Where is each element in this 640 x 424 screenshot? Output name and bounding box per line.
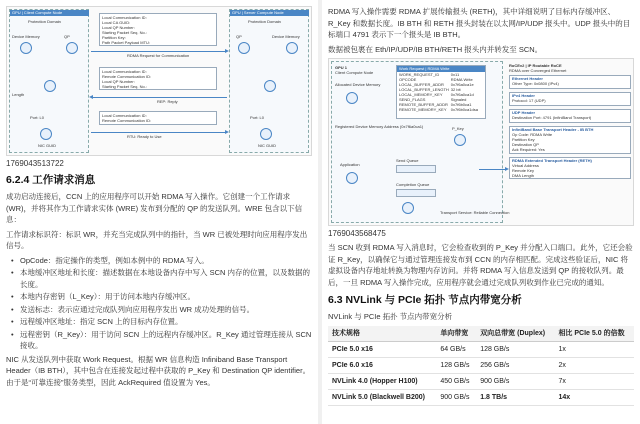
- wr-value: 0x11: [450, 72, 460, 77]
- registered-memory-label: Registered Device Memory Address (0x7f6a0ca1): [335, 124, 424, 129]
- table-header: 技术规格: [328, 326, 436, 342]
- headers-title: RoCEv2 | IP Routable RoCE: [509, 63, 562, 68]
- req-info-box: [99, 13, 217, 46]
- list-item: • 本地缓冲区地址和长度：描述数据在本地设备内存中写入 SCN 内存的位置，以及数据的长度。: [6, 267, 312, 290]
- completion-queue-label: Completion Queue: [396, 182, 430, 187]
- wr-field: OPCODE: [399, 77, 417, 82]
- nic-node: [40, 128, 52, 140]
- port-label-server: Port: L0: [250, 115, 265, 120]
- paragraph: 数据被包裹在 Eth/IP/UDP/IB BTH/RETH 报头内并转发至 SCN。: [328, 44, 543, 54]
- info-row: Local Communication ID:: [102, 113, 147, 118]
- table-cell: 1x: [554, 341, 634, 357]
- figure-id: 1769043568475: [328, 229, 386, 238]
- reth-header-box: [509, 157, 631, 179]
- paragraph: 工作请求标识符：标识 WR，并充当完成队列中的指针，当 WR 已被处理时向应用程序发出信号。: [6, 229, 308, 250]
- eth-header-box: [509, 75, 631, 89]
- port-node-server: [264, 80, 276, 92]
- nic-node-2: [402, 202, 414, 214]
- table-cell: 450 GB/s: [436, 373, 476, 389]
- table-cell: 14x: [554, 389, 634, 405]
- req-arrow: [91, 51, 227, 52]
- wr-field: LOCAL_BUFFER_ADDR: [399, 82, 444, 87]
- info-row: Local Communication ID:: [102, 15, 147, 20]
- table-cell: 64 GB/s: [436, 341, 476, 357]
- wr-field: REMOTE_BUFFER_ADDR: [399, 102, 448, 107]
- udp-header-box: [509, 109, 631, 123]
- client-node-title: GPU | Client Compute Node: [10, 10, 89, 16]
- wr-value: 0x7f6a0ca1e: [450, 82, 474, 87]
- rtu-ready-label: RTU: Ready to Use: [127, 134, 162, 139]
- eth-header-title: Ethernet Header: [512, 76, 543, 81]
- wr-value: 32 bit: [450, 87, 461, 92]
- wr-field: WORK_REQUEST_ID: [399, 72, 440, 77]
- nic-node-server: [260, 128, 272, 140]
- udp-header-row: Destination Port: 4791 (InfiniBand Transport): [512, 115, 592, 120]
- table-cell: 256 GB/s: [476, 357, 554, 373]
- server-node-title: GPU | Server Compute Node: [230, 10, 309, 16]
- rep-arrow: [91, 97, 227, 98]
- device-memory-node-server: [286, 42, 298, 54]
- figure-id: 1769043513722: [6, 159, 64, 168]
- paragraph: 当 SCN 收到 RDMA 写入消息时，它会检查收到的 P_Key 并分配入口端口。此外，它还会验证 R_Key，以确保它与通过管理连接发布到 CCN 的内存相匹配。完成这些验证后，NIC 将虚拟设备内存地址转换为物理内存访问。并将 RDMA 写入信息发送到 QP 的接收队列。最后，一旦 RDMA 写入操作完成，应用程序就会通过完成队列收到作业已完成的通知。: [328, 243, 633, 287]
- info-row: Starting Packet Seq. No.:: [102, 84, 147, 89]
- wr-value: 0x7f6b0ca1dsa: [450, 107, 478, 112]
- table-cell: 2x: [554, 357, 634, 373]
- send-queue-label: Send Queue: [396, 158, 419, 163]
- gpu-title: GPU 1: [335, 65, 348, 70]
- bth-header-row: Op Code: RDMA Write: [512, 132, 553, 137]
- protection-domain-label-server: Protection Domain: [248, 19, 281, 24]
- nic-label: NIC GUID: [38, 143, 56, 148]
- wr-value: 0x7f6a0ca1d: [450, 92, 474, 97]
- eth-header-row: Other Type: 0x0800 (IPv4): [512, 81, 559, 86]
- p-key-label: P_Key: [452, 126, 464, 131]
- paragraph: RDMA 写入操作需要 RDMA 扩展传输报头 (RETH)，其中详细说明了目标内存缓冲区、R_Key 和数据长度。IB BTH 和 RETH 报头封装在以太网/IP/UDP 报头中。UDP 报头中的目标端口 4791 表示下一个报头是 IB BTH。: [328, 7, 631, 39]
- p-key-node: [454, 134, 466, 146]
- table-cell: 128 GB/s: [476, 341, 554, 357]
- wr-field: LOCAL_MEMORY_KEY: [399, 92, 443, 97]
- wr-field: REMOTE_MEMORY_KEY: [399, 107, 447, 112]
- table-header-row: [328, 326, 634, 342]
- table-row: [328, 373, 634, 389]
- reth-header-row: Virtual Address: [512, 163, 539, 168]
- client-node-box: [9, 9, 89, 153]
- table-cell: 1.8 TB/s: [476, 389, 554, 405]
- table-cell: PCIe 5.0 x16: [328, 341, 436, 357]
- reth-header-row: Remote Key: [512, 168, 535, 173]
- table-header: 单向带宽: [436, 326, 476, 342]
- info-row: Remote Communication ID:: [102, 74, 152, 79]
- bth-header-box: [509, 126, 631, 154]
- paragraph: 成功启动连接后，CCN 上的应用程序可以开始 RDMA 写入操作。它创建一个工作请求 (WR)，并将其作为工作请求实体 (WRE) 发布到分配的 QP 的发送队列。WRE 包含以下信息：: [6, 192, 303, 224]
- port-node: [44, 80, 56, 92]
- send-queue-box: [396, 165, 436, 173]
- ip-header-box: [509, 92, 631, 106]
- application-label: Application: [340, 162, 360, 167]
- protection-domain-label: Protection Domain: [28, 19, 61, 24]
- rdma-request-label: RDMA Request for Communication: [127, 53, 190, 58]
- port-label: Port: L0: [30, 115, 45, 120]
- info-row: Local Communication ID:: [102, 69, 147, 74]
- list-item: • 远程缓冲区地址：指定 SCN 上的目标内存位置。: [6, 316, 312, 328]
- info-row: Local CA GUID:: [102, 20, 131, 25]
- ip-header-row: Protocol: 17 (UDP): [512, 98, 546, 103]
- section-title: 6.3 NVLink 与 PCIe 拓扑 节点内带宽分析: [328, 294, 522, 306]
- right-page: [322, 0, 640, 424]
- rep-reply-label: REP: Reply: [157, 99, 178, 104]
- data-flow-arrow: [479, 169, 507, 170]
- qp-node-server: [238, 42, 250, 54]
- bth-header-row: Destination QP: [512, 142, 539, 147]
- wr-value: RDMA Write: [450, 77, 473, 82]
- table-cell: NVLink 4.0 (Hopper H100): [328, 373, 436, 389]
- list-item: • OpCode：指定操作的类型，例如本例中的 RDMA 写入。: [6, 255, 312, 267]
- table-header: 相比 PCIe 5.0 的倍数: [554, 326, 634, 342]
- bth-header-row: Ack Required: Yes: [512, 147, 545, 152]
- work-request-title: Work Request | RDMA Write: [397, 66, 485, 72]
- gpu-node-box: [331, 61, 510, 223]
- rtu-arrow: [91, 132, 227, 133]
- device-memory-node: [20, 42, 32, 54]
- table-cell: NVLink 5.0 (Blackwell B200): [328, 389, 436, 405]
- table-row: [328, 357, 634, 373]
- section-title: 6.2.4 工作请求消息: [6, 174, 96, 186]
- transport-service-label: Transport Service: Reliable Connection: [440, 210, 510, 215]
- work-request-box: [396, 65, 486, 119]
- udp-header-title: UDP Header: [512, 110, 536, 115]
- nic-label-server: NIC GUID: [258, 143, 276, 148]
- info-row: Path Packet Payload MTU:: [102, 40, 151, 45]
- paragraph: NIC 从发送队列中获取 Work Request。根据 WR 信息构造 Infiniband Base Transport Header（IB BTH），其中包含在连接发起过程中获取的 P_Key 和 Destination QP identifier。由于是“可靠连接”服务类型，因此 AckRequired 值设置为 Yes。: [6, 354, 311, 387]
- qp-label-server: QP: [236, 34, 242, 39]
- table-cell: PCIe 6.0 x16: [328, 357, 436, 373]
- headers-subtitle: RDMA over Converged Ethernet: [509, 68, 567, 73]
- left-page: [0, 0, 318, 424]
- reth-header-row: DMA Length: [512, 173, 535, 178]
- table-cell: 128 GB/s: [436, 357, 476, 373]
- bandwidth-table: [328, 326, 634, 406]
- info-row: Local QP Number:: [102, 25, 135, 30]
- completion-queue-box: [396, 189, 436, 197]
- wr-field: SEND_FLAGS: [399, 97, 426, 102]
- connection-setup-diagram: [6, 6, 312, 156]
- wr-value: 0x7f6b0ca1: [450, 102, 472, 107]
- bth-header-title: InfiniBand Base Transport Header - IB BTH: [512, 127, 594, 132]
- list-item: • 发送标志：表示应通过完成队列向应用程序发出 WR 成功处理的信号。: [6, 304, 312, 316]
- ip-header-title: IPv4 Header: [512, 93, 535, 98]
- table-row: [328, 341, 634, 357]
- list-item: • 远程密钥（R_Key）：用于访问 SCN 上的远程内存缓冲区。R_Key 通过管理连接从 SCN 接收。: [6, 329, 312, 352]
- info-row: Starting Packet Seq. No.:: [102, 30, 147, 35]
- device-memory-label-server: Device Memory: [272, 34, 300, 39]
- table-row: [328, 389, 634, 405]
- gpu-subtitle: Client Compute Node: [335, 70, 374, 75]
- bth-header-row: Partition Key: [512, 137, 535, 142]
- wr-value: Signaled: [450, 97, 467, 102]
- qp-label: QP: [64, 34, 70, 39]
- application-node: [346, 172, 358, 184]
- table-cell: 900 GB/s: [436, 389, 476, 405]
- info-row: Partition Key:: [102, 35, 126, 40]
- qp-node: [66, 42, 78, 54]
- rep-info-box: [99, 67, 217, 90]
- allocated-memory-node: [346, 92, 358, 104]
- allocated-memory-label: Allocated Device Memory: [335, 82, 381, 87]
- wr-field: LOCAL_BUFFER_LENGTH: [399, 87, 449, 92]
- table-cell: 900 GB/s: [476, 373, 554, 389]
- server-node-box: [229, 9, 309, 153]
- info-row: Remote Communication ID:: [102, 118, 152, 123]
- table-caption: NVLink 与 PCIe 拓扑 节点内带宽分析: [328, 312, 453, 321]
- info-row: Local QP Number:: [102, 79, 135, 84]
- rtu-info-box: [99, 111, 217, 125]
- table-cell: 7x: [554, 373, 634, 389]
- list-item: • 本地内存密钥（L_Key）：用于访问本地内存缓冲区。: [6, 291, 312, 303]
- length-label: Length: [12, 92, 25, 97]
- rdma-write-diagram: [328, 58, 634, 226]
- reth-header-title: RDMA Extended Transport Header (RETH): [512, 158, 592, 163]
- device-memory-label: Device Memory: [12, 34, 40, 39]
- bullet-list: [6, 255, 312, 352]
- table-header: 双向总带宽 (Duplex): [476, 326, 554, 342]
